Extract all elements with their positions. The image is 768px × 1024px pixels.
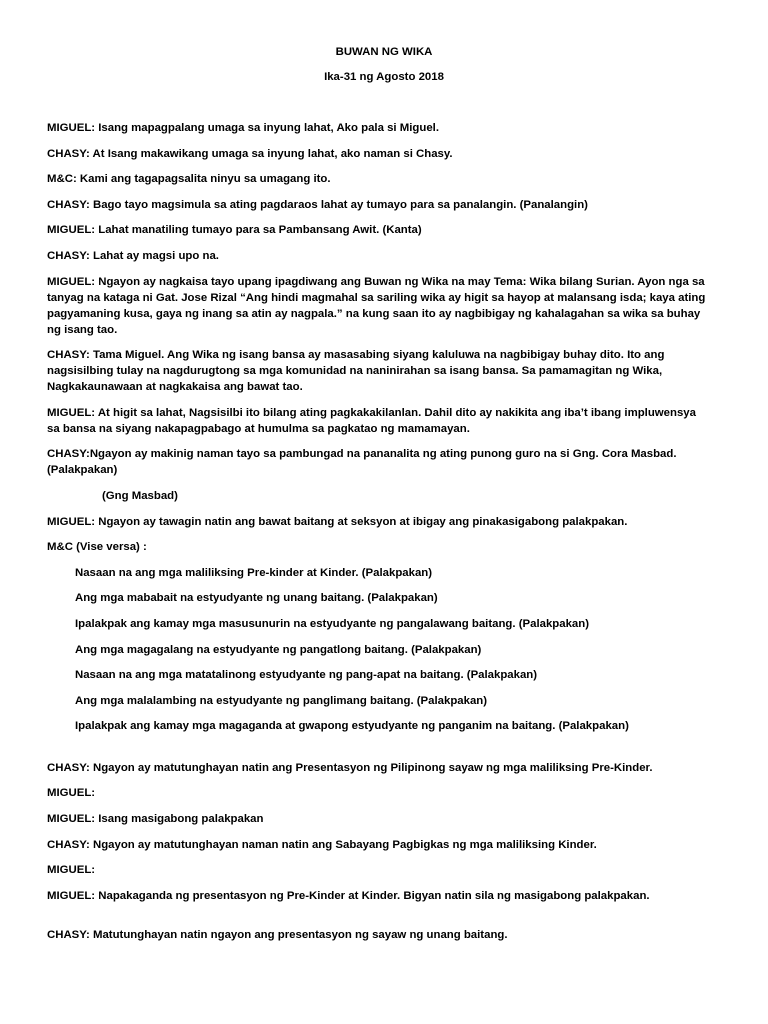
script-line: CHASY: Tama Miguel. Ang Wika ng isang bansa ay masasabing siyang kaluluwa na nagbibigay buhay dito. Ito ang nagsisilbing tulay na nagdurugtong sa mga komunidad na naninirahan sa isang bansa. Sa pamamagitan ng Wika, Nagkakaunawaan at nagkakaisa ang bawat tao. [47,349,665,394]
script-line: MIGUEL: Lahat manatiling tumayo para sa Pambansang Awit. (Kanta) [47,224,422,237]
script-line: MIGUEL: Isang masigabong palakpakan [47,813,264,826]
script-line: CHASY:Ngayon ay makinig naman tayo sa pambungad na pananalita ng ating punong guro na si Gng. Cora Masbad. (Palakpakan) [47,448,677,477]
grade-call-item: Ang mga magagalang na estyudyante ng pangatlong baitang. (Palakpakan) [75,643,482,656]
script-line: CHASY: Bago tayo magsimula sa ating pagdaraos lahat ay tumayo para sa panalangin. (Panalangin) [47,198,588,211]
document-title: BUWAN NG WIKA [335,46,433,58]
script-line: MIGUEL: Ngayon ay nagkaisa tayo upang ipagdiwang ang Buwan ng Wika na may Tema: Wika bilang Surian. Ayon nga sa tanyag na kataga ni Gat. Jose Rizal “Ang hindi magmahal sa sariling wika ay higit sa hayop at malansang isda; kaya ating pagyamaning kusa, gaya ng inang sa atin ay nagpala.” na kung saan ito ay nagbibigay ng kahalagahan sa wika sa buhay ng isang tao. [47,275,706,336]
script-line: MIGUEL: At higit sa lahat, Nagsisilbi ito bilang ating pagkakakilanlan. Dahil dito ay nakikita ang iba’t ibang impluwensya sa bansa na siyang nakapagpabago at humulma sa pagkatao ng mamamayan. [47,406,696,435]
script-line: CHASY: Ngayon ay matutunghayan natin ang Presentasyon ng Pilipinong sayaw ng mga maliliksing Pre-Kinder. [47,761,653,774]
script-line: MIGUEL: Isang mapagpalang umaga sa inyung lahat, Ako pala si Miguel. [47,122,439,134]
script-line: CHASY: Lahat ay magsi upo na. [47,249,219,262]
grade-call-item: Nasaan na ang mga maliliksing Pre-kinder at Kinder. (Palakpakan) [75,566,433,579]
grade-call-item: Ipalakpak ang kamay mga masusunurin na estyudyante ng pangalawang baitang. (Palakpakan) [75,617,589,630]
grade-calls-list [47,565,707,735]
script-line: CHASY: Matutunghayan natin ngayon ang presentasyon ng sayaw ng unang baitang. [47,929,508,942]
grade-call-item: Nasaan na ang mga matatalinong estyudyante ng pang-apat na baitang. (Palakpakan) [75,669,538,682]
spacer [47,913,707,927]
grade-call-item: Ang mga mababait na estyudyante ng unang baitang. (Palakpakan) [75,592,438,605]
script-line: MIGUEL: [47,864,96,877]
script-line: CHASY: At Isang makawikang umaga sa inyung lahat, ako naman si Chasy. [47,147,453,160]
program-script [47,120,707,953]
grade-call-item: Ang mga malalambing na estyudyante ng panglimang baitang. (Palakpakan) [75,694,488,707]
spacer [47,744,707,760]
script-line: M&C (Vise versa) : [47,541,147,554]
script-line: M&C: Kami ang tagapagsalita ninyu sa umagang ito. [47,173,331,186]
document-date: Ika-31 ng Agosto 2018 [324,71,444,83]
script-line: MIGUEL: Napakaganda ng presentasyon ng Pre-Kinder at Kinder. Bigyan natin sila ng masigabong palakpakan. [47,889,650,902]
script-line: MIGUEL: [47,787,96,800]
grade-call-item: Ipalakpak ang kamay mga magaganda at gwapong estyudyante ng panganim na baitang. (Palakpakan) [75,720,629,733]
script-line: CHASY: Ngayon ay matutunghayan naman natin ang Sabayang Pagbigkas ng mga maliliksing Kinder. [47,838,597,851]
speaker-note: (Gng Masbad) [102,489,178,502]
script-line: MIGUEL: Ngayon ay tawagin natin ang bawat baitang at seksyon at ibigay ang pinakasigabong palakpakan. [47,515,628,528]
